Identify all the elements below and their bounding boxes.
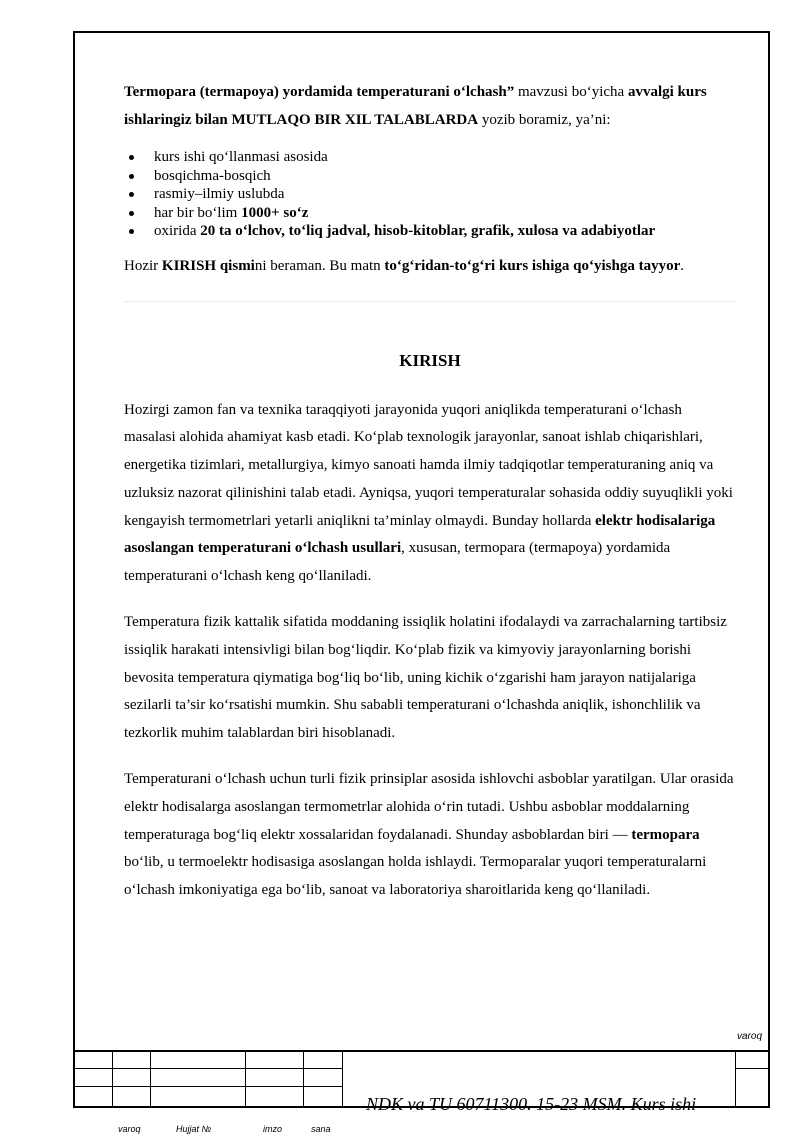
title-block-top-border (73, 1050, 770, 1052)
title-block-col-line (735, 1050, 736, 1108)
list-item (154, 167, 736, 186)
column-label-document-number: Hujjat № (176, 1124, 212, 1134)
list-item (154, 185, 736, 204)
list-item (154, 222, 736, 241)
title-block-row-line (735, 1068, 770, 1069)
text: ni beraman. Bu matn (254, 257, 385, 274)
column-label-date: sana (311, 1124, 331, 1134)
text: , xususan, termopara (termapoya) yordamida temperaturani o‘lchash keng qo‘llaniladi. (124, 540, 671, 585)
paragraph-1 (124, 397, 736, 592)
column-label-signature: imzo (263, 1124, 283, 1134)
intro-bold-requirement: avvalgi kurs ishlaringiz bilan MUTLAQO BIR XIL TALABLARDA (124, 84, 707, 128)
document-code: NDK va TU 60711300. 15-23 MSM. Kurs ishi (366, 1094, 697, 1114)
text: Hozirgi zamon fan va texnika taraqqiyoti jarayonida yuqori aniqlikda temperaturani o‘lchash masalasi alohida ahamiyat kasb etadi. Ko‘plab texnologik jarayonlar, sanoat ishlab chiqarishlari, energetika tizimlari, metallurgiya, kimyo sanoati hamda ilmiy tadqiqotlar temperaturaning aniq va uzluksiz nazorat qilinishini talab etadi. Ayniqsa, yuqori temperaturalar sohasida oddiy suyuqlikli yoki kengayish termometrlari yetarli aniqlikni ta’minlay olmaydi. Bunday hollarda (124, 401, 733, 529)
title-block-row-line (73, 1086, 342, 1087)
list-item-text: har bir bo‘lim (154, 204, 242, 221)
title-block-col-line (245, 1050, 246, 1108)
list-item-bold: 20 ta o‘lchov, to‘liq jadval, hisob-kitoblar, grafik, xulosa va adabiyotlar (200, 223, 656, 239)
text: Temperaturani o‘lchash uchun turli fizik prinsiplar asosida ishlovchi asboblar yaratilgan. Ular orasida elektr hodisalarga asoslangan termometrlar alohida o‘rin tutadi. Ushbu asboblar moddalarning temperaturaga bog‘liq elektr xossalaridan foydalanadi. Shunday asboblardan biri — (124, 771, 734, 843)
bold-text: termopara (631, 826, 700, 843)
list-item-text: oxirida (154, 223, 201, 239)
text: Hozir (124, 257, 162, 274)
title-block-col-line (342, 1050, 343, 1108)
section-heading: KIRISH (399, 350, 461, 370)
title-block-col-line (303, 1050, 304, 1108)
document-content (124, 78, 736, 905)
bold-text: to‘g‘ridan-to‘g‘ri kurs ishiga qo‘yishga tayyor (384, 257, 681, 274)
text: bo‘lib, u termoelektr hodisasiga asoslangan holda ishlaydi. Termoparalar yuqori temperaturalarni o‘lchash imkoniyatiga ega bo‘lib, sanoat va laboratoriya sharoitlarida keng qo‘llaniladi. (124, 854, 707, 899)
bold-text: elektr hodisalariga asoslangan temperaturani o‘lchash usullari (124, 512, 716, 557)
list-item-text: bosqichma-bosqich (154, 167, 271, 184)
divider (124, 301, 736, 302)
title-block-col-line (150, 1050, 151, 1108)
bold-text: KIRISH qismi (161, 257, 255, 274)
section-announcement (124, 255, 736, 277)
list-item-text: rasmiy–ilmiy uslubda (154, 186, 285, 202)
list-item-bold: 1000+ so‘z (241, 204, 309, 221)
list-item (154, 204, 736, 223)
intro-paragraph (124, 78, 736, 134)
paragraph-3 (124, 766, 736, 905)
list-item-text: kurs ishi qo‘llanmasi asosida (154, 149, 328, 165)
intro-text-end: yozib boramiz, ya’ni: (478, 112, 611, 128)
title-block-row-line (73, 1068, 342, 1069)
title-block-col-line (112, 1050, 113, 1108)
intro-text: mavzusi bo‘yicha (514, 84, 628, 100)
intro-bold-topic: Termopara (termapoya) yordamida temperaturani o‘lchash” (124, 84, 515, 100)
text: . (680, 257, 685, 274)
column-label-varoq: varoq (118, 1124, 141, 1134)
requirements-list (124, 148, 736, 241)
sheet-label: varoq (737, 1031, 763, 1042)
list-item (154, 148, 736, 167)
paragraph-2: Temperatura fizik kattalik sifatida moddaning issiqlik holatini ifodalaydi va zarrachalarning tartibsiz issiqlik harakati intensivligi bilan bog‘liqdir. Ko‘plab fizik va kimyoviy jarayonlarning borishi bevosita temperatura qiymatiga bog‘liq bo‘lib, uning kichik o‘zgarishi ham jarayon natijalariga sezilarli ta’sir ko‘rsatishi mumkin. Shu sababli temperaturani o‘lchashda aniqlik, ishonchlilik va tezkorlik muhim talablardan biri hisoblanadi. (124, 614, 727, 742)
